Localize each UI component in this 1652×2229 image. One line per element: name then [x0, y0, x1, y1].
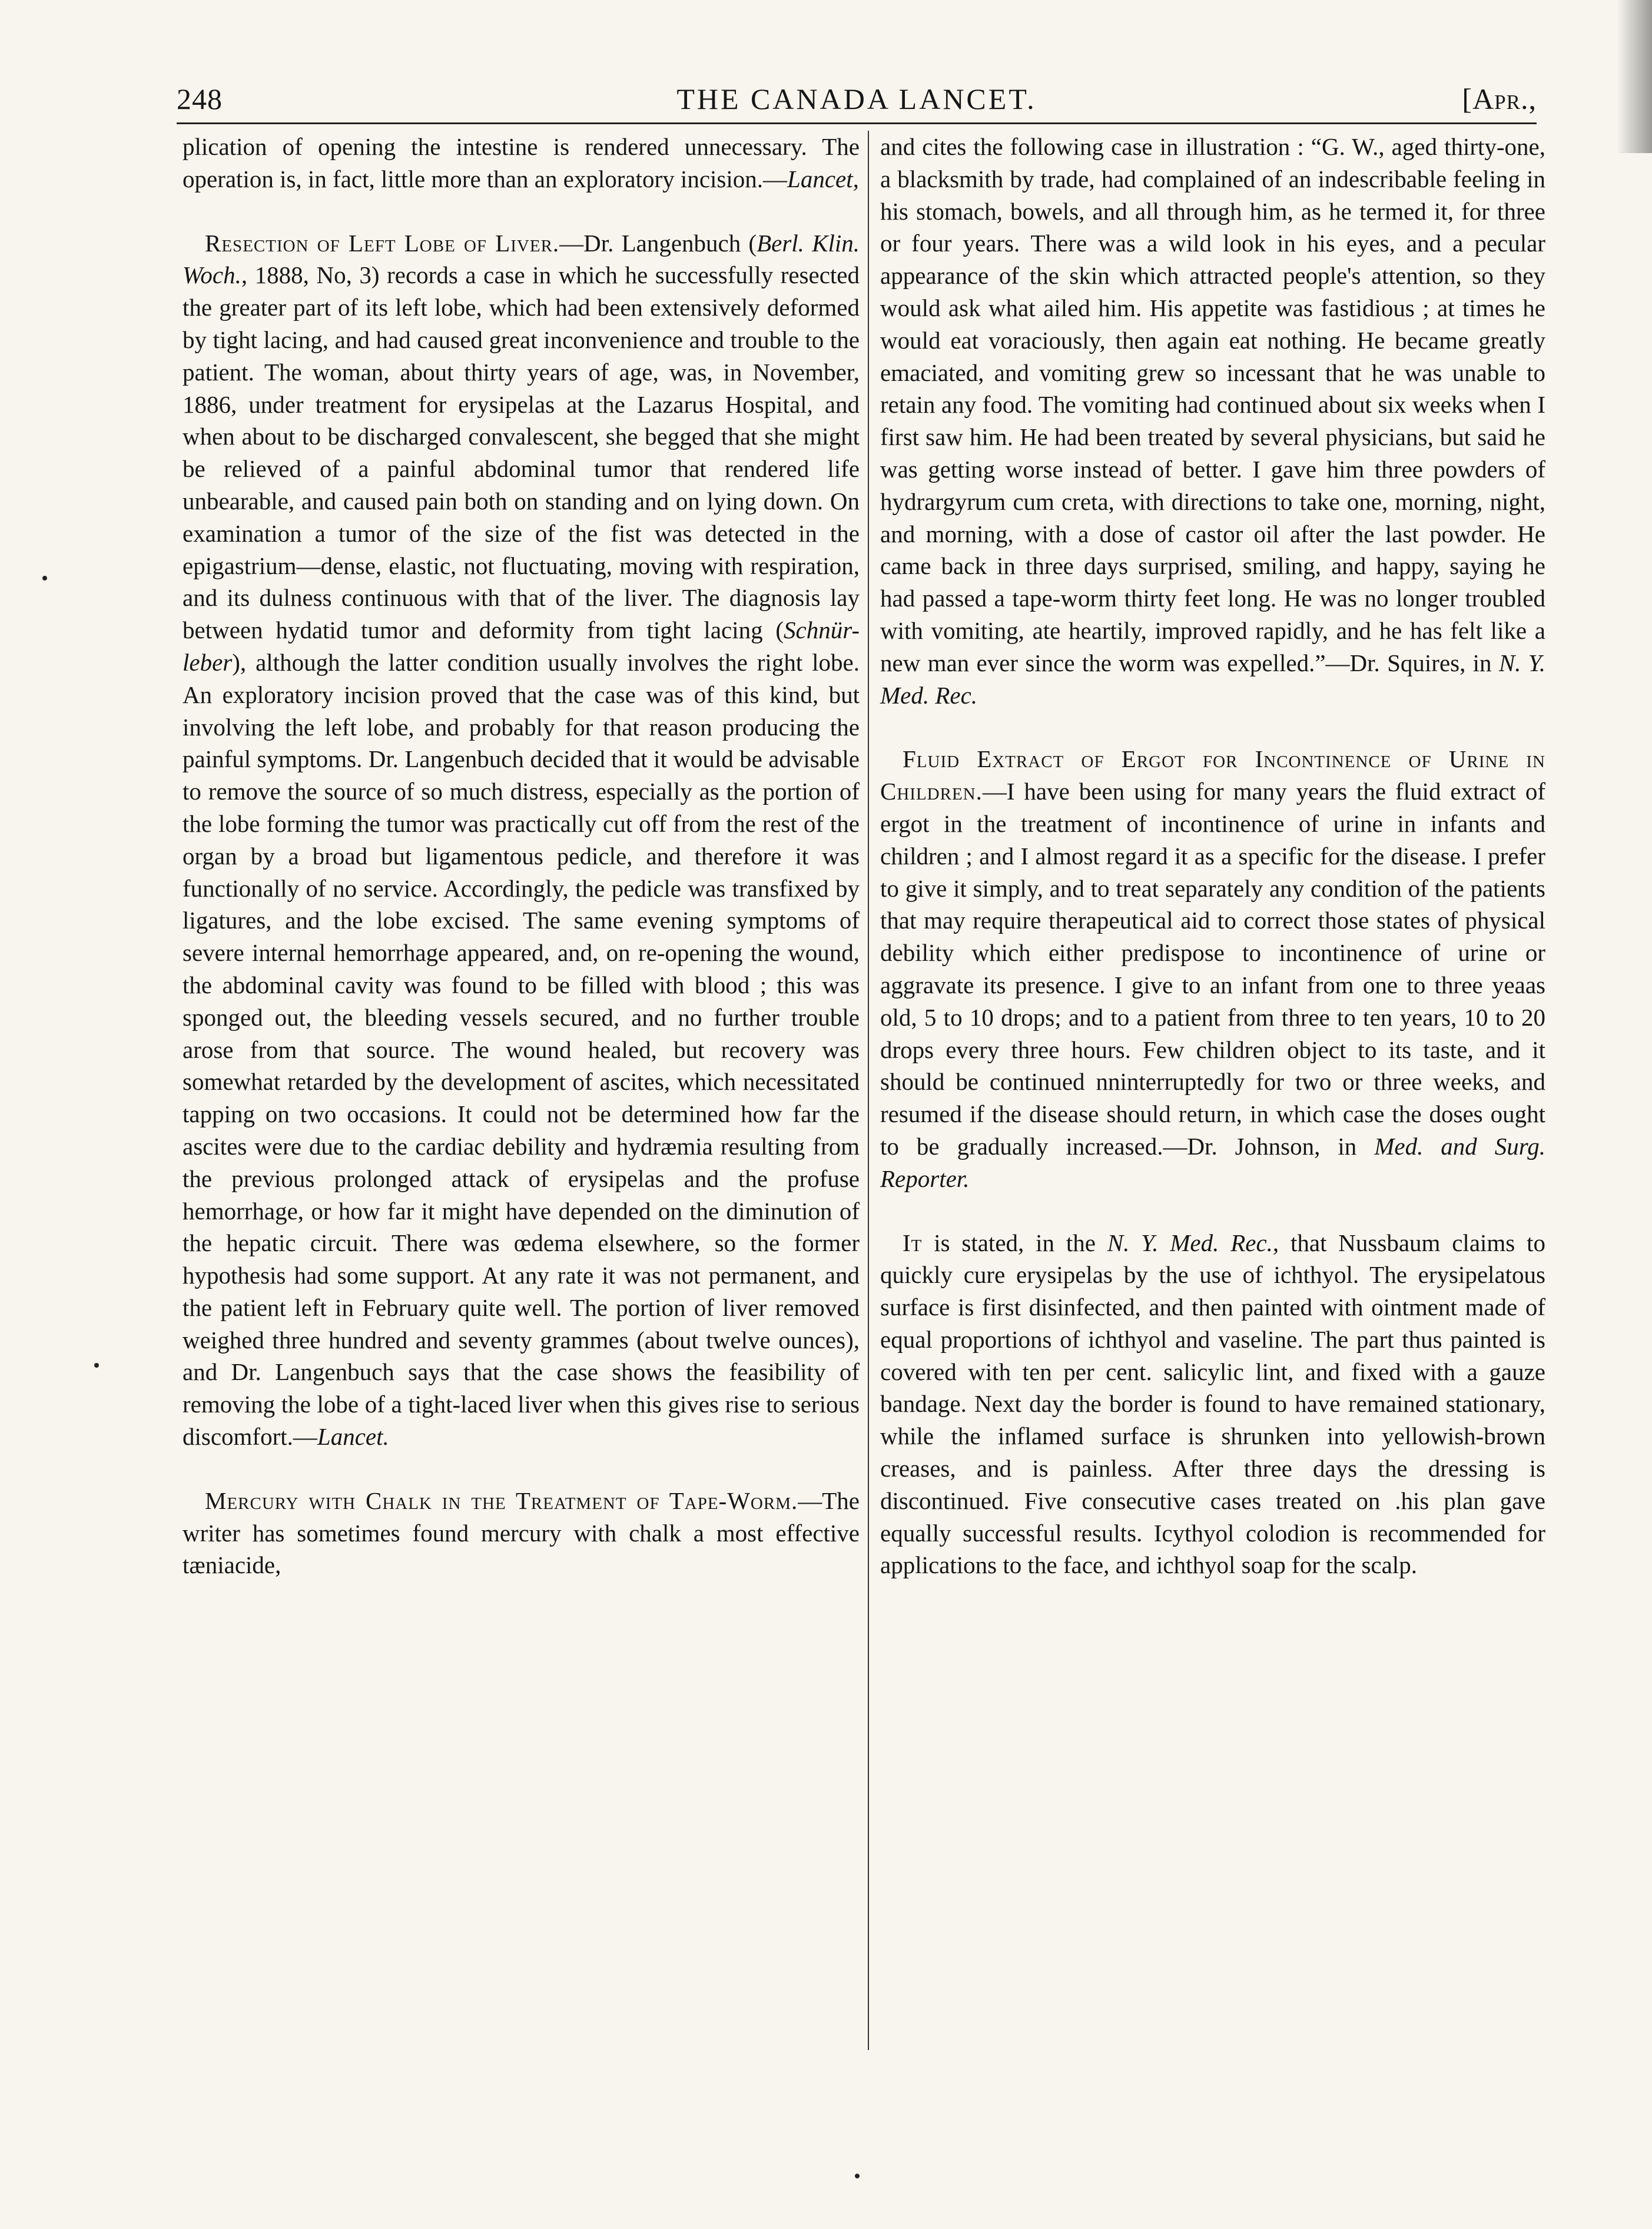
article-heading: Mercury with Chalk in the Treatment of Tape-Worm. — [205, 1487, 798, 1514]
article-continuation — [183, 131, 860, 195]
article-source: Lancet. — [317, 1423, 389, 1451]
article-text: ), although the latter condition usually involves the right lobe. An exploratory incision proved that the case was of this kind, but involving the left lobe, and probably for that reason producing the painful symptoms. Dr. Langenbuch decided that it would be advisable to remove the source of so much distress, especially as the portion of the lobe forming the tumor was practically cut off from the rest of the organ by a broad but ligamentous pedicle, and therefore it was functionally of no service. Accordingly, the pedicle was transfixed by ligatures, and the lobe excised. The same evening symptoms of severe internal hemorrhage appeared, and, on re-opening the wound, the abdominal cavity was found to be filled with blood ; this was sponged out, the bleeding vessels secured, and no further trouble arose from that source. The wound healed, but recovery was somewhat retarded by the development of ascites, which necessitated tapping on two occasions. It could not be determined how far the ascites were due to the cardiac debility and hydræmia resulting from the previous prolonged attack of erysipelas and the profuse hemorrhage, or how far it might have depended on the diminution of the hepatic circuit. There was œdema elsewhere, so the former hypothesis had some support. At any rate it was not permanent, and the patient left in February quite well. The portion of liver removed weighed three hundred and seventy grammes (about twelve ounces), and Dr. Langenbuch says that the case shows the feasibility of removing the lobe of a tight-laced liver when this gives rise to serious discomfort.— — [183, 648, 860, 1451]
article-ergot-incontinence — [880, 743, 1545, 1195]
article-source: N. Y. Med. Rec. — [880, 649, 1546, 709]
article-source: Lancet, — [787, 165, 859, 193]
foreign-term: Schnür-leber — [183, 616, 860, 676]
article-ichthyol-erysipelas — [880, 1227, 1545, 1582]
scan-speck — [94, 1363, 99, 1368]
column-divider — [868, 131, 869, 2050]
article-text: —Dr. Langenbuch ( — [559, 229, 757, 257]
article-liver-resection — [183, 227, 860, 1453]
article-continuation — [880, 131, 1545, 711]
article-heading: Resection of Left Lobe of Liver. — [205, 229, 560, 257]
article-heading: Fluid Extract of Ergot for Incontinence of Urine in Children. — [880, 745, 1545, 805]
issue-month: [Apr., — [1462, 82, 1537, 115]
article-text: —The writer has sometimes found mercury with chalk a most effective tæniacide, — [183, 1487, 860, 1579]
scan-edge-shadow — [1617, 0, 1652, 153]
article-text: —I have been using for many years the fluid extract of ergot in the treatment of incontinence of urine in infants and children ; and I almost regard it as a specific for the disease. I prefer to give it simply, and to treat separately any condition of the patients that may require therapeutical aid to correct those states of physical debility which either predispose to incontinence of urine or aggravate its presence. I give to an infant from one to three yeaas old, 5 to 10 drops; and to a patient from three to ten years, 10 to 20 drops every three hours. Few children object to its taste, and it should be continued nninterruptedly for two or three weeks, and resumed if the disease should return, in which case the doses ought to be gradually increased.—Dr. Johnson, in — [880, 778, 1545, 1160]
page-number: 248 — [177, 82, 223, 115]
article-text: , 1888, No, 3) records a case in which he successfully resected the greater part of its left lobe, which had been extensively deformed by tight lacing, and had caused great inconvenience and trouble to the patient. The woman, about thirty years of age, was, in November, 1886, under treatment for erysipelas at the Lazarus Hospital, and when about to be discharged convalescent, she begged that she might be relieved of a painful abdominal tumor that rendered life unbearable, and caused pain both on standing and on lying down. On examination a tumor of the size of the fist was detected in the epigastrium—dense, elastic, not fluctuating, moving with respiration, and its dulness continuous with that of the liver. The diagnosis lay between hydatid tumor and deformity from tight lacing ( — [183, 261, 860, 644]
article-text: , that Nussbaum claims to quickly cure erysipelas by the use of ichthyol. The erysipelatous surface is first disinfected, and then painted with ointment made of equal proportions of ichthyol and vaseline. The part thus painted is covered with ten per cent. salicylic lint, and fixed with a gauze bandage. Next day the border is found to have remained stationary, while the inflamed surface is shrunken into yellowish-brown creases, and is painless. After three days the dressing is discontinued. Five consecutive cases treated on .his plan gave equally successful results. Icythyol colodion is recommended for applications to the face, and ichthyol soap for the scalp. — [880, 1229, 1545, 1579]
article-text: is stated, in the — [922, 1229, 1107, 1256]
article-source: Med. and Surg. Reporter. — [880, 1132, 1545, 1192]
running-header — [177, 74, 1537, 121]
scan-speck — [855, 2174, 860, 2178]
scan-speck — [42, 576, 47, 581]
journal-citation: Berl. Klin. Woch. — [183, 229, 860, 289]
header-rule — [177, 122, 1537, 124]
article-text: plication of opening the intestine is rendered unnecessary. The operation is, in fact, little more than an exploratory incision.— — [183, 133, 860, 193]
journal-citation: N. Y. Med. Rec. — [1107, 1229, 1273, 1256]
left-column — [183, 131, 860, 1581]
article-text: and cites the following case in illustration : “G. W., aged thirty-one, a blacksmith by trade, had complained of an indescribable feeling in his stomach, bowels, and all through him, as he termed it, for three or four years. There was a wild look in his eyes, and a pecular appearance of the skin which attracted people's attention, so they would ask what ailed him. His appetite was fastidious ; at times he would eat voraciously, then again eat nothing. He became greatly emaciated, and vomiting grew so incessant that he was unable to retain any food. The vomiting had continued about six weeks when I first saw him. He had been treated by several physicians, but said he was getting worse instead of better. I gave him three powders of hydrargyrum cum creta, with directions to take one, morning, night, and morning, with a dose of castor oil after the last powder. He came back in three days surprised, smiling, and happy, saying he had passed a tape-worm thirty feet long. He was no longer troubled with vomiting, ate heartily, improved rapidly, and he has felt like a new man ever since the worm was expelled.”—Dr. Squires, in — [880, 133, 1545, 676]
article-lead-word: It — [903, 1229, 923, 1256]
journal-title: THE CANADA LANCET. — [676, 82, 1037, 115]
article-mercury-chalk — [183, 1485, 860, 1581]
right-column — [880, 131, 1545, 1581]
